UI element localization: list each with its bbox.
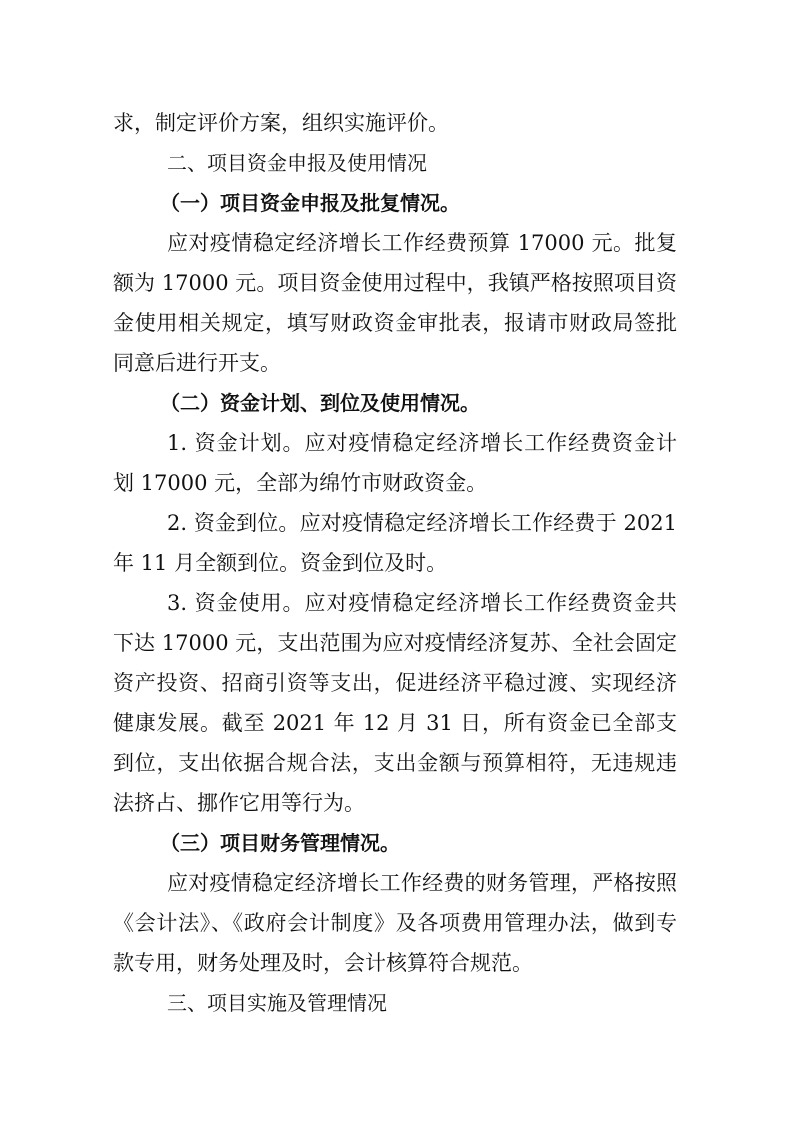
subsection-heading-text: （一）项目资金申报及批复情况。 bbox=[160, 191, 460, 215]
paragraph-text: 到位，支出依据合规合法，支出金额与预算相符，无违规违 bbox=[113, 751, 677, 775]
paragraph-line bbox=[0, 863, 793, 903]
paragraph-line bbox=[0, 703, 793, 743]
subsection-heading bbox=[0, 183, 793, 223]
paragraph-text: 下达 17000 元，支出范围为应对疫情经济复苏、全社会固定 bbox=[113, 631, 677, 655]
subsection-heading-text: （二）资金计划、到位及使用情况。 bbox=[160, 391, 480, 415]
subsection-heading bbox=[0, 823, 793, 863]
paragraph-text: 资产投资、招商引资等支出，促进经济平稳过渡、实现经济 bbox=[113, 671, 677, 695]
paragraph-line bbox=[0, 943, 793, 983]
paragraph-text: 同意后进行开支。 bbox=[113, 351, 281, 375]
paragraph-text: 额为 17000 元。项目资金使用过程中，我镇严格按照项目资 bbox=[113, 271, 677, 295]
paragraph-text: 年 11 月全额到位。资金到位及时。 bbox=[113, 551, 448, 575]
paragraph-line bbox=[0, 503, 793, 543]
paragraph-line bbox=[0, 783, 793, 823]
paragraph-text: 金使用相关规定，填写财政资金审批表，报请市财政局签批 bbox=[113, 311, 677, 335]
paragraph-line bbox=[0, 743, 793, 783]
paragraph-line bbox=[0, 663, 793, 703]
paragraph-text: 《会计法》、《政府会计制度》及各项费用管理办法，做到专 bbox=[113, 911, 677, 935]
paragraph-line bbox=[0, 303, 793, 343]
paragraph-line bbox=[0, 463, 793, 503]
section-heading bbox=[0, 983, 793, 1023]
paragraph-text: 3. 资金使用。应对疫情稳定经济增长工作经费资金共 bbox=[167, 591, 677, 615]
paragraph-line bbox=[0, 623, 793, 663]
paragraph-line bbox=[0, 263, 793, 303]
paragraph-text: 款专用，财务处理及时，会计核算符合规范。 bbox=[113, 951, 533, 975]
paragraph-line bbox=[0, 103, 793, 143]
section-heading-text: 三、项目实施及管理情况 bbox=[167, 991, 387, 1015]
paragraph-text: 2. 资金到位。应对疫情稳定经济增长工作经费于 2021 bbox=[167, 511, 677, 535]
paragraph-text: 应对疫情稳定经济增长工作经费预算 17000 元。批复 bbox=[167, 231, 677, 255]
paragraph-line bbox=[0, 583, 793, 623]
subsection-heading bbox=[0, 383, 793, 423]
paragraph-text: 法挤占、挪作它用等行为。 bbox=[113, 791, 365, 815]
paragraph-line bbox=[0, 903, 793, 943]
paragraph-text: 健康发展。截至 2021 年 12 月 31 日，所有资金已全部支 bbox=[113, 711, 677, 735]
section-heading-text: 二、项目资金申报及使用情况 bbox=[167, 151, 427, 175]
paragraph-line bbox=[0, 543, 793, 583]
section-heading bbox=[0, 143, 793, 183]
paragraph-line bbox=[0, 223, 793, 263]
paragraph-line bbox=[0, 423, 793, 463]
paragraph-text: 求，制定评价方案，组织实施评价。 bbox=[113, 111, 449, 135]
paragraph-text: 划 17000 元，全部为绵竹市财政资金。 bbox=[113, 471, 488, 495]
subsection-heading-text: （三）项目财务管理情况。 bbox=[160, 831, 400, 855]
paragraph-text: 应对疫情稳定经济增长工作经费的财务管理，严格按照 bbox=[167, 871, 677, 895]
paragraph-text: 1. 资金计划。应对疫情稳定经济增长工作经费资金计 bbox=[167, 431, 677, 455]
paragraph-line bbox=[0, 343, 793, 383]
